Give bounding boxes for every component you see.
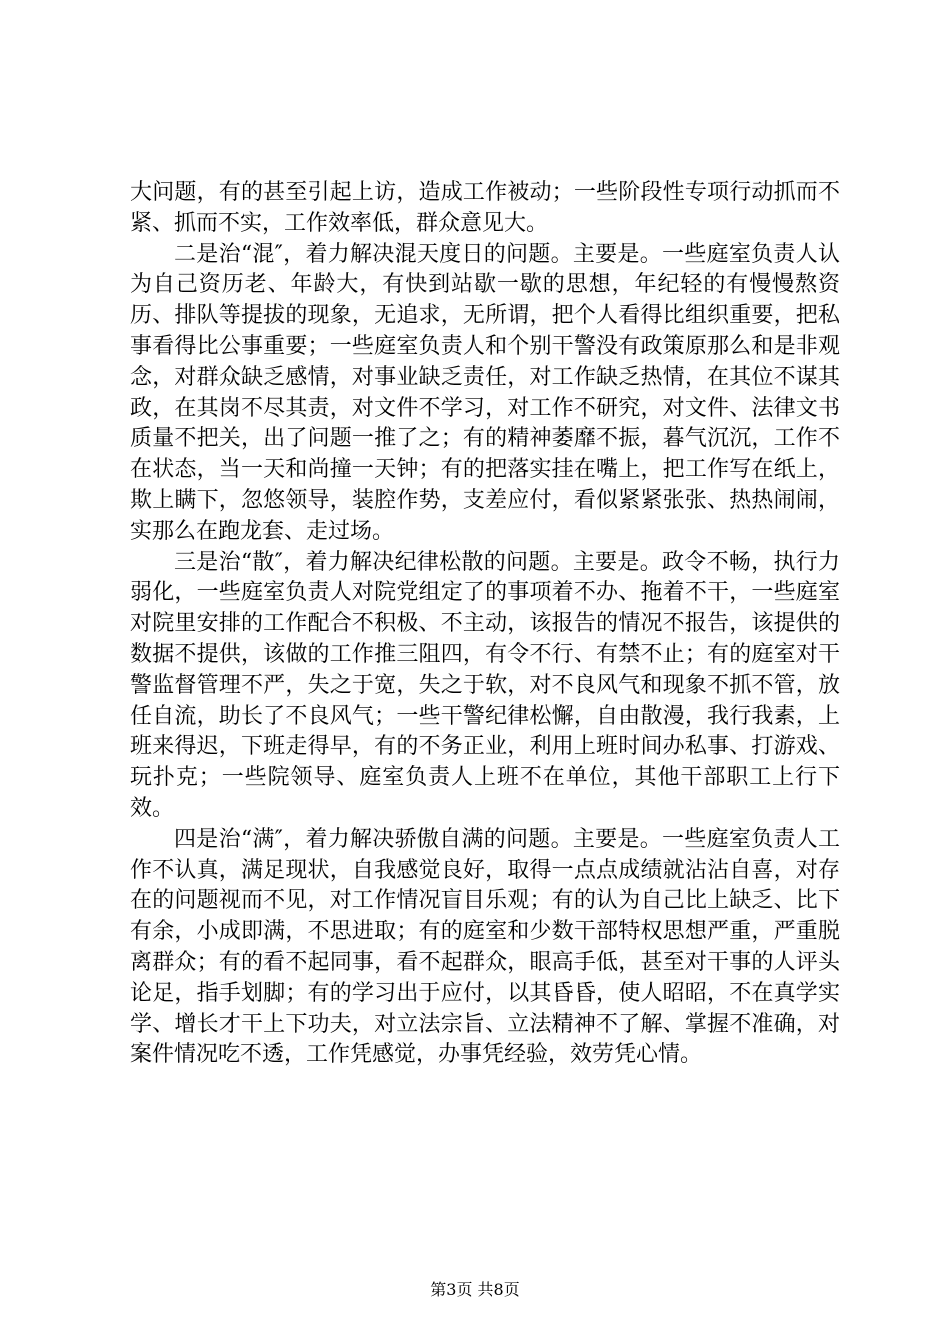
paragraph-point-two: 二是治“混″，着力解决混天度日的问题。主要是。一些庭室负责人认为自己资历老、年龄大，有快到站歇一歇的思想，年纪轻的有慢慢熬资历、排队等提拔的现象，无追求，无所谓，把个人看得比组织重要，把私事看得比公事重要；一些庭室负责人和个别干警没有政策原那么和是非观念，对群众缺乏感情，对事业缺乏责任，对工作缺乏热情，在其位不谋其政，在其岗不尽其责，对文件不学习，对工作不研究，对文件、法律文书质量不把关，出了问题一推了之；有的精神萎靡不振，暮气沉沉，工作不在状态，当一天和尚撞一天钟；有的把落实挂在嘴上，把工作写在纸上，欺上瞒下，忽悠领导，装腔作势，支差应付，看似紧紧张张、热热闹闹，实那么在跑龙套、走过场。 xyxy=(130,241,840,544)
page-number-footer: 第3页 共8页 xyxy=(430,1280,520,1299)
paragraph-continued: 大问题，有的甚至引起上访，造成工作被动；一些阶段性专项行动抓而不紧、抓而不实，工作效率低，群众意见大。 xyxy=(130,180,840,236)
document-body xyxy=(130,178,840,1071)
paragraph-point-four: 四是治“满″，着力解决骄傲自满的问题。主要是。一些庭室负责人工作不认真，满足现状，自我感觉良好，取得一点点成绩就沾沾自喜，对存在的问题视而不见，对工作情况盲目乐观；有的认为自己比上缺乏、比下有余，小成即满，不思进取；有的庭室和少数干部特权思想严重，严重脱离群众；有的看不起同事，看不起群众，眼高手低，甚至对干事的人评头论足，指手划脚；有的学习出于应付，以其昏昏，使人昭昭，不在真学实学、增长才干上下功夫，对立法宗旨、立法精神不了解、掌握不准确，对案件情况吃不透，工作凭感觉，办事凭经验，效劳凭心情。 xyxy=(130,826,840,1068)
paragraph-point-three: 三是治“散″，着力解决纪律松散的问题。主要是。政令不畅，执行力弱化，一些庭室负责人对院党组定了的事项着不办、拖着不干，一些庭室对院里安排的工作配合不积极、不主动，该报告的情况不报告，该提供的数据不提供，该做的工作推三阻四，有令不行、有禁不止；有的庭室对干警监督管理不严，失之于宽，失之于软，对不良风气和现象不抓不管，放任自流，助长了不良风气；一些干警纪律松懈，自由散漫，我行我素，上班来得迟，下班走得早，有的不务正业，利用上班时间办私事、打游戏、玩扑克；一些院领导、庭室负责人上班不在单位，其他干部职工上行下效。 xyxy=(130,549,840,821)
